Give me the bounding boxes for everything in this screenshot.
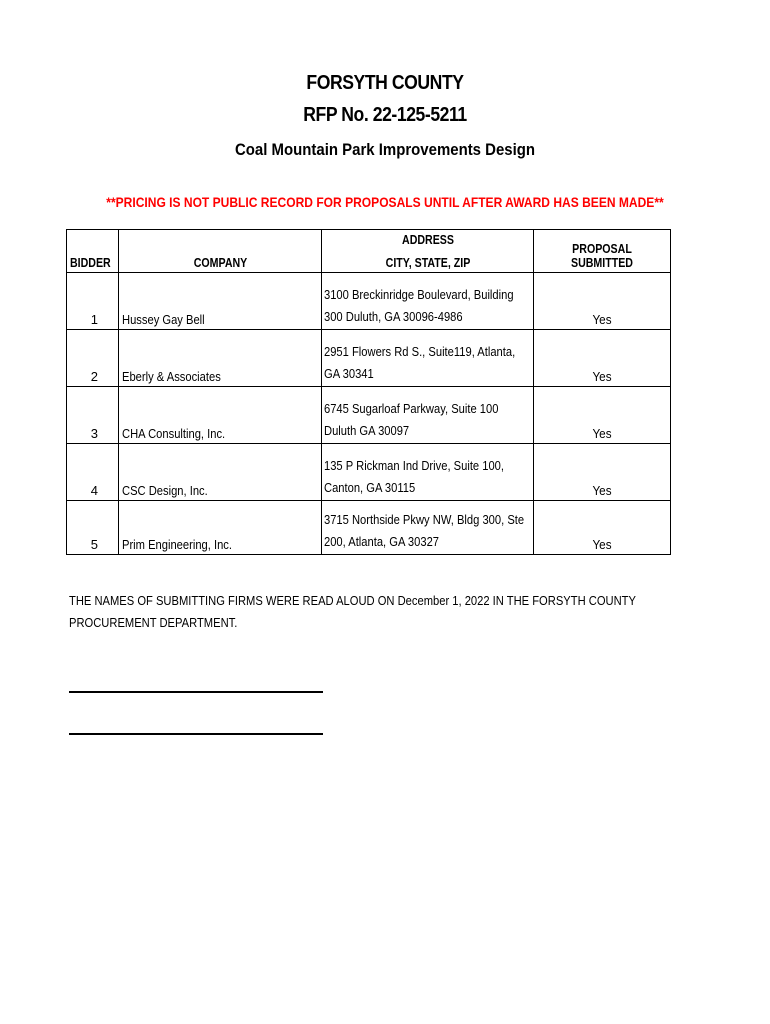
company-address: 135 P Rickman Ind Drive, Suite 100, Canton, GA 30115 <box>322 444 534 500</box>
header-company: COMPANY <box>119 230 322 272</box>
bid-table <box>66 229 671 555</box>
proposal-submitted: Yes <box>592 426 612 441</box>
bidder-number: 3 <box>67 387 119 443</box>
company-name: Eberly & Associates <box>119 330 322 386</box>
company-address: 2951 Flowers Rd S., Suite119, Atlanta, GA 30341 <box>322 330 534 386</box>
pricing-notice: **PRICING IS NOT PUBLIC RECORD FOR PROPOSALS UNTIL AFTER AWARD HAS BEEN MADE** <box>106 194 664 210</box>
company-name: Prim Engineering, Inc. <box>119 501 322 554</box>
company-address: 3100 Breckinridge Boulevard, Building 300 Duluth, GA 30096-4986 <box>322 273 534 329</box>
company-name: Hussey Gay Bell <box>119 273 322 329</box>
signature-line <box>69 733 323 735</box>
signature-line <box>69 691 323 693</box>
proposal-submitted: Yes <box>592 369 612 384</box>
proposal-submitted: Yes <box>592 483 612 498</box>
bidder-number: 1 <box>67 273 119 329</box>
header-address <box>322 230 534 272</box>
company-address: 3715 Northside Pkwy NW, Bldg 300, Ste 200, Atlanta, GA 30327 <box>322 501 534 554</box>
table-row <box>67 444 670 501</box>
header-address-line2: CITY, STATE, ZIP <box>385 256 471 270</box>
table-row <box>67 501 670 554</box>
company-name: CHA Consulting, Inc. <box>119 387 322 443</box>
table-row <box>67 273 670 330</box>
table-header <box>67 230 670 273</box>
table-row <box>67 330 670 387</box>
bidder-number: 2 <box>67 330 119 386</box>
bidder-number: 4 <box>67 444 119 500</box>
header-bidder: BIDDER <box>67 230 119 272</box>
rfp-number: RFP No. 22-125-5211 <box>303 104 467 126</box>
county-title: FORSYTH COUNTY <box>306 72 464 94</box>
header-proposal-submitted: PROPOSAL SUBMITTED <box>571 242 633 270</box>
table-row <box>67 387 670 444</box>
header-address-line1: ADDRESS <box>402 233 454 247</box>
read-aloud-statement: THE NAMES OF SUBMITTING FIRMS WERE READ ALOUD ON December 1, 2022 IN THE FORSYTH COUNTY PROCUREMENT DEPARTMENT. <box>69 593 636 630</box>
bidder-number: 5 <box>67 501 119 554</box>
proposal-submitted: Yes <box>592 312 612 327</box>
company-name: CSC Design, Inc. <box>119 444 322 500</box>
proposal-submitted: Yes <box>592 537 612 552</box>
company-address: 6745 Sugarloaf Parkway, Suite 100 Duluth GA 30097 <box>322 387 534 443</box>
project-title: Coal Mountain Park Improvements Design <box>234 140 536 159</box>
